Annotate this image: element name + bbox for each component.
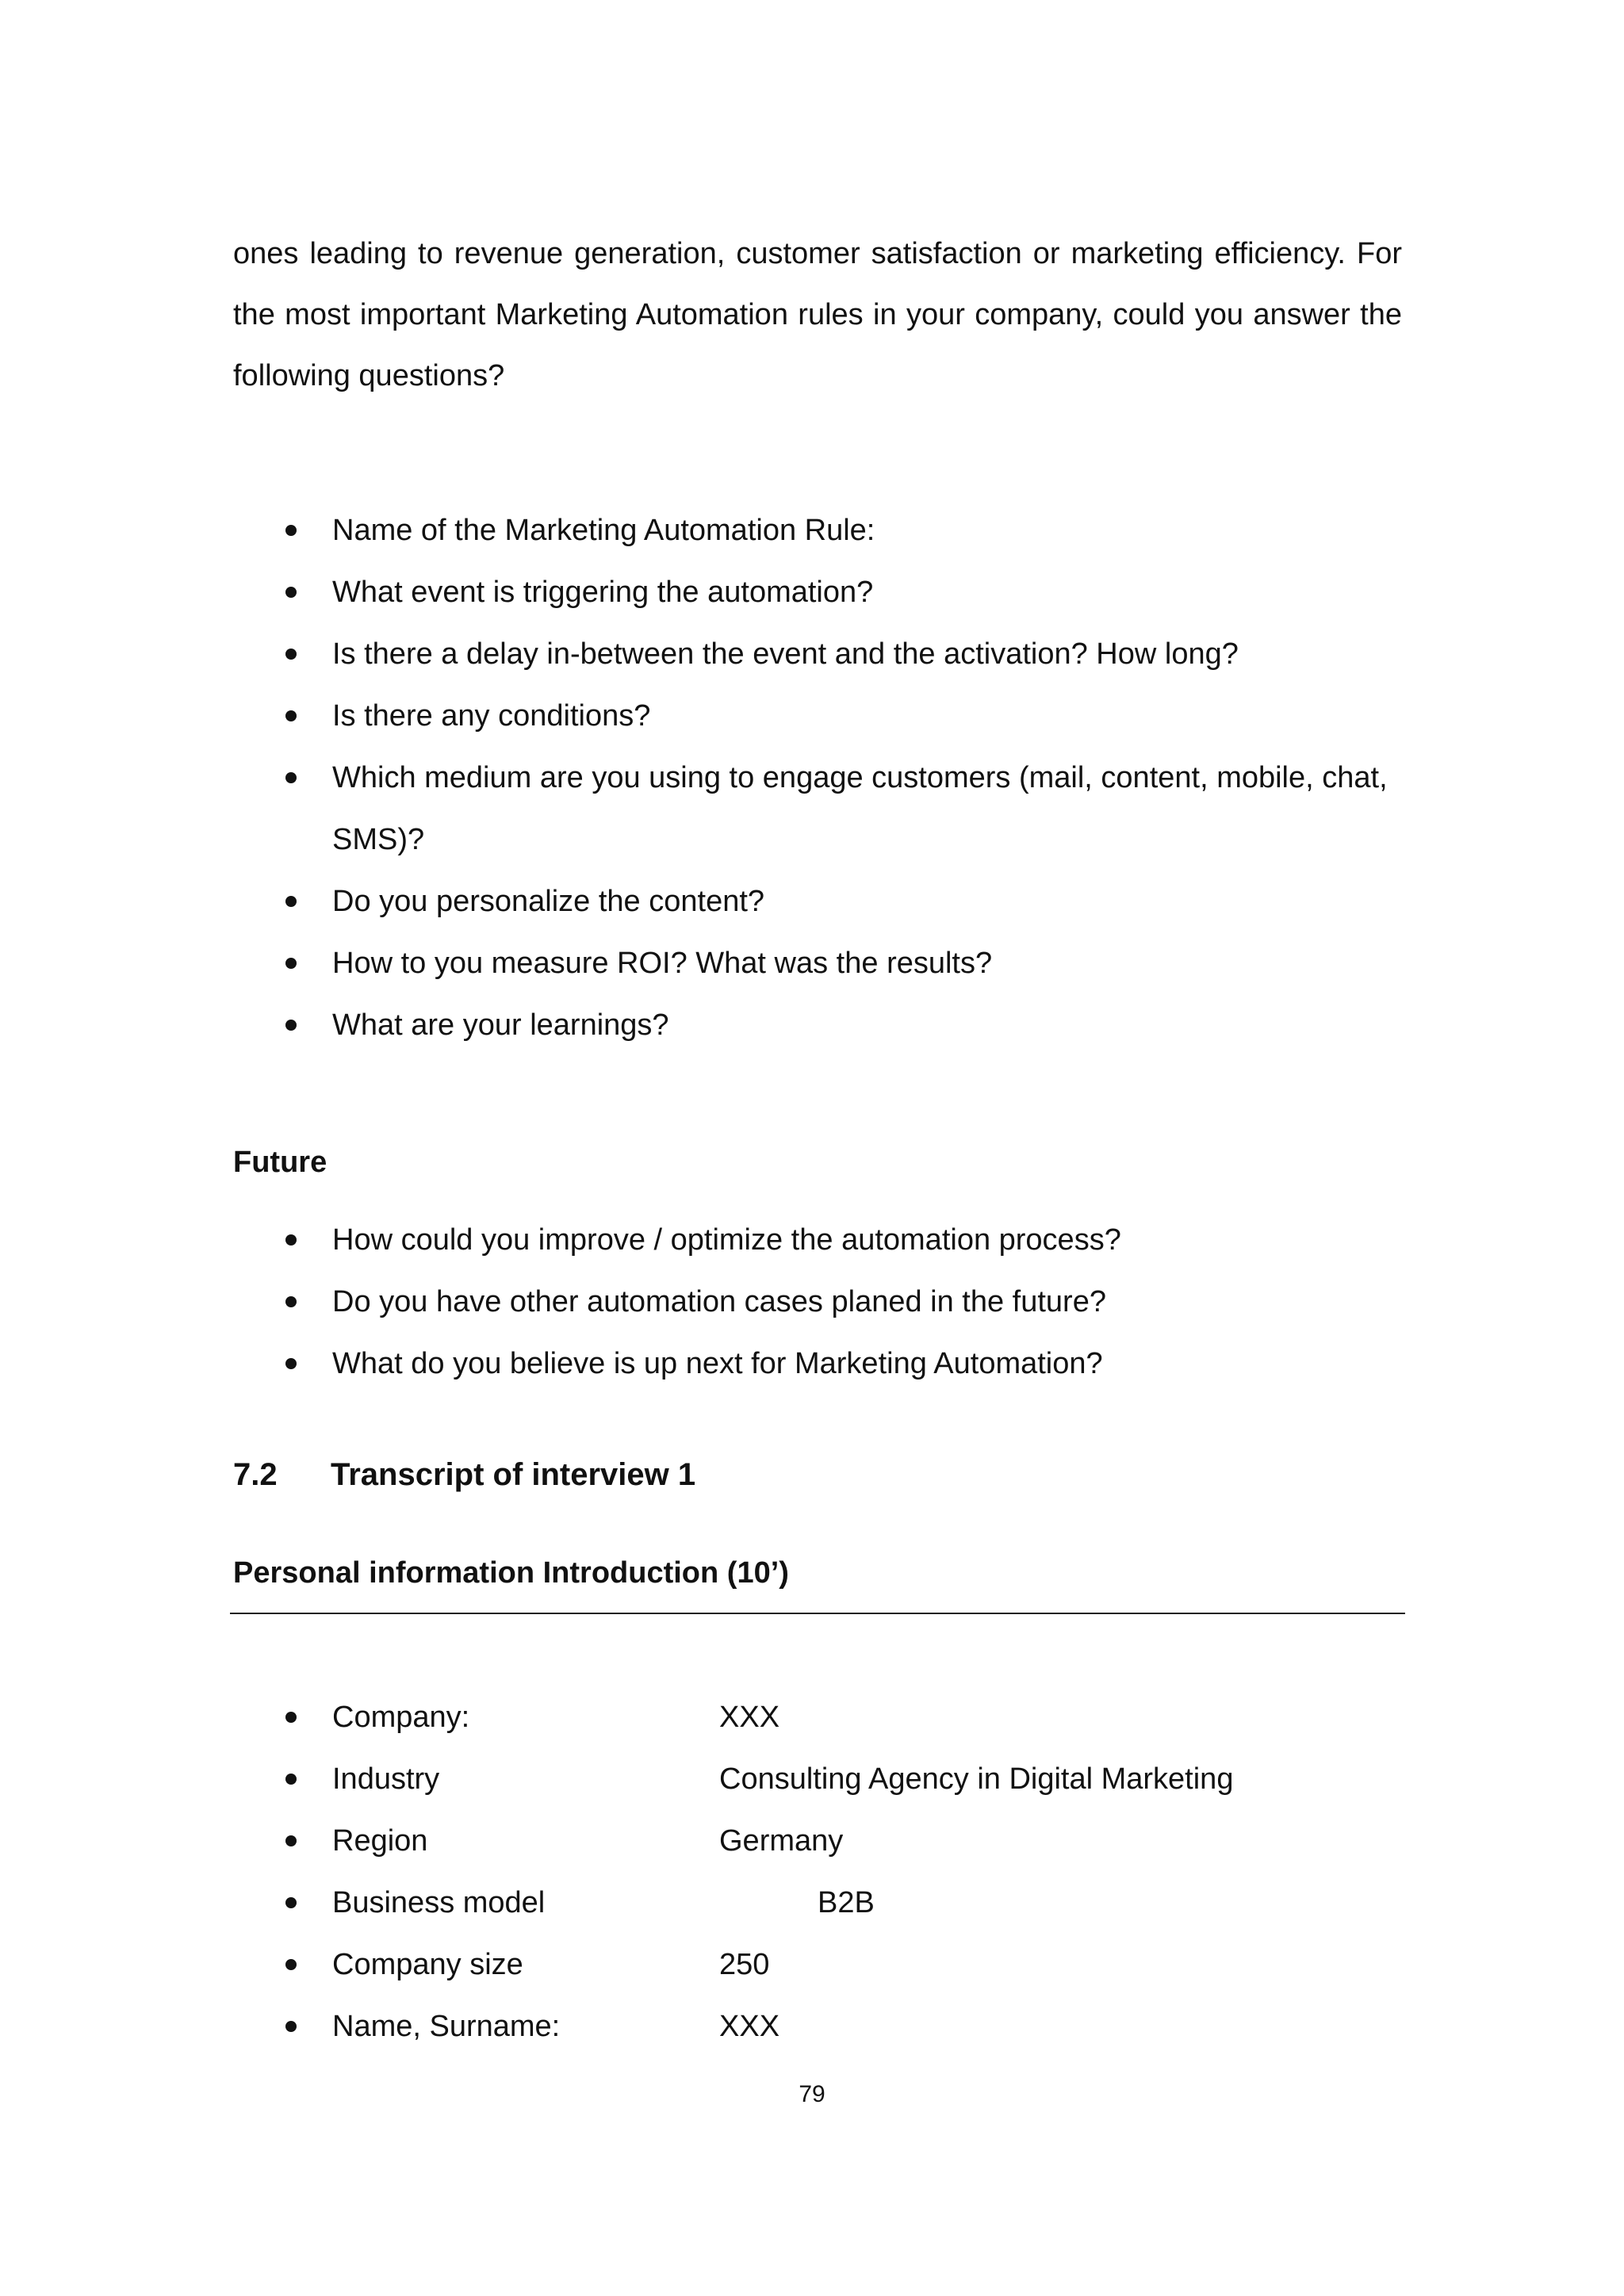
info-row-company [233, 1686, 1402, 1748]
intro-line: following questions? [233, 359, 505, 392]
bullet-icon [285, 1234, 297, 1246]
bullet-icon [285, 525, 297, 536]
bullet-icon [285, 710, 297, 721]
bullet-icon [285, 1358, 297, 1369]
bullet-icon [285, 1712, 297, 1723]
list-item: Do you personalize the content? [233, 871, 1402, 932]
bullet-icon [285, 1897, 297, 1908]
info-value: XXX [719, 1701, 780, 1734]
info-row-business-model [233, 1872, 1402, 1934]
info-value: XXX [719, 2010, 780, 2043]
list-item: Do you have other automation cases planed in the future? [233, 1271, 1402, 1333]
info-row-industry [233, 1748, 1402, 1810]
bullet-icon [285, 649, 297, 660]
bullet-icon [285, 1835, 297, 1846]
list-item: What do you believe is up next for Marketing Automation? [233, 1333, 1402, 1395]
section-title: Transcript of interview 1 [331, 1457, 696, 1492]
bullet-icon [285, 958, 297, 969]
info-row-name [233, 1996, 1402, 2057]
section-heading [233, 1451, 695, 1498]
personal-info-list [233, 1686, 1402, 2057]
list-item: Is there any conditions? [233, 685, 1402, 747]
info-label: Industry [332, 1762, 440, 1796]
list-item: What are your learnings? [233, 994, 1402, 1056]
info-value: Consulting Agency in Digital Marketing [719, 1762, 1234, 1796]
divider [230, 1613, 1405, 1614]
bullet-icon [285, 1020, 297, 1031]
personal-info-heading: Personal information Introduction (10’) [233, 1556, 789, 1590]
bullet-icon [285, 1959, 297, 1970]
list-item: How to you measure ROI? What was the results? [233, 932, 1402, 994]
list-item: Is there a delay in-between the event and the activation? How long? [233, 623, 1402, 685]
info-label: Company: [332, 1701, 470, 1734]
info-label: Region [332, 1824, 428, 1858]
page-number: 79 [799, 2081, 825, 2107]
future-heading: Future [233, 1146, 327, 1179]
info-value: 250 [719, 1948, 770, 1981]
info-label: Name, Surname: [332, 2010, 561, 2043]
bullet-icon [285, 772, 297, 783]
intro-paragraph [233, 224, 1402, 407]
list-item: How could you improve / optimize the automation process? [233, 1209, 1402, 1271]
list-item: Name of the Marketing Automation Rule: [233, 499, 1402, 561]
intro-line: ones leading to revenue generation, customer satisfaction or marketing efficiency. For [233, 237, 1402, 270]
info-value: Germany [719, 1824, 844, 1858]
info-label: Company size [332, 1948, 523, 1981]
bullet-icon [285, 1296, 297, 1307]
future-list [233, 1209, 1402, 1395]
bullet-icon [285, 2021, 297, 2032]
list-item: What event is triggering the automation? [233, 561, 1402, 623]
info-label: Business model [332, 1886, 546, 1919]
intro-line: the most important Marketing Automation rules in your company, could you answer the [233, 298, 1402, 331]
bullet-icon [285, 587, 297, 598]
section-number: 7.2 [233, 1457, 278, 1492]
info-row-region [233, 1810, 1402, 1872]
list-item: Which medium are you using to engage customers (mail, content, mobile, chat, SMS)? [233, 747, 1402, 871]
info-row-company-size [233, 1934, 1402, 1996]
bullet-icon [285, 896, 297, 907]
info-value: B2B [818, 1886, 875, 1919]
bullet-icon [285, 1774, 297, 1785]
questions-list [233, 499, 1402, 1056]
